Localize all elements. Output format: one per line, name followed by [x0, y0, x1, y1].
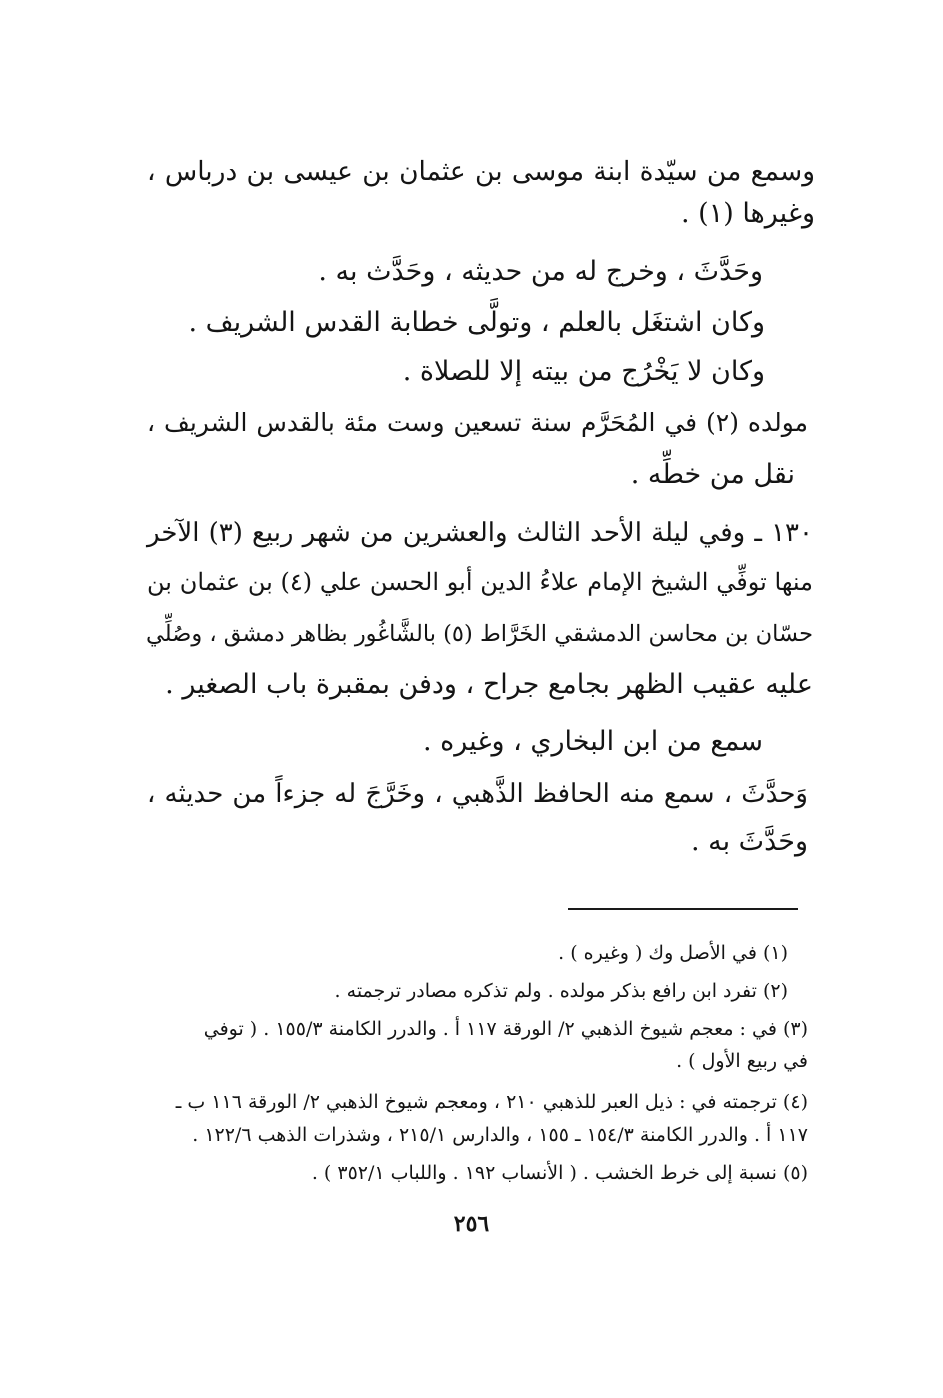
footnote-line: (٣) في : معجم شيوخ الذهبي ٢/ الورقة ١١٧ أ . والدرر الكامنة ١٥٥/٣ . ( توفي — [203, 1018, 808, 1040]
text-line: وسمع من سيّدة ابنة موسى بن عثمان بن عيسى بن درباس ، — [147, 156, 815, 187]
footnote-line: في ربيع الأول ) . — [676, 1050, 808, 1072]
text-line: منها توفِّي الشيخ الإمام علاءُ الدين أبو الحسن علي (٤) بن عثمان بن — [147, 568, 813, 596]
text-line: وكان اشتغَل بالعلم ، وتولَّى خطابة القدس الشريف . — [188, 307, 765, 338]
footnote-line: (١) في الأصل وك ( وغيره ) . — [558, 942, 788, 964]
section-heading-line: ١٣٠ ـ وفي ليلة الأحد الثالث والعشرين من شهر ربيع (٣) الآخر — [147, 518, 813, 548]
text-line: وكان لا يَخْرُج من بيته إلا للصلاة . — [402, 356, 765, 387]
text-line: وحَدَّثَ ، وخرج له من حديثه ، وحَدَّث به . — [318, 256, 763, 287]
text-line: مولده (٢) في المُحَرَّم سنة تسعين وست مئة بالقدس الشريف ، — [147, 408, 808, 437]
text-line: وغيرها (١) . — [680, 198, 815, 229]
footnote-line: (٥) نسبة إلى خرط الخشب . ( الأنساب ١٩٢ . واللباب ٣٥٢/١ ) . — [311, 1162, 808, 1184]
footnote-line: (٢) تفرد ابن رافع بذكر مولده . ولم تذكره مصادر ترجمته . — [334, 980, 788, 1002]
text-line: حسّان بن محاسن الدمشقي الخَرَّاط (٥) بالشَّاغُور بظاهر دمشق ، وصُلِّي — [146, 621, 813, 647]
footnote-divider — [568, 908, 798, 910]
text-line: وَحدَّثَ ، سمع منه الحافظ الذَّهبي ، وخَرَّجَ له جزءاً من حديثه ، — [147, 779, 808, 809]
text-line: سمع من ابن البخاري ، وغيره . — [422, 726, 763, 757]
page-number: ٢٥٦ — [453, 1211, 490, 1237]
footnote-line: (٤) ترجمته في : ذيل العبر للذهبي ٢١٠ ، ومعجم شيوخ الذهبي ٢/ الورقة ١١٦ ب ـ — [175, 1091, 808, 1113]
text-line: عليه عقيب الظهر بجامع جراح ، ودفن بمقبرة باب الصغير . — [165, 669, 813, 700]
text-line: وحَدَّثَ به . — [690, 826, 808, 857]
footnote-line: ١١٧ أ . والدرر الكامنة ١٥٤/٣ ـ ١٥٥ ، والدارس ٢١٥/١ ، وشذرات الذهب ١٢٢/٦ . — [192, 1124, 808, 1146]
text-line: نقل من خطِّه . — [630, 459, 795, 490]
